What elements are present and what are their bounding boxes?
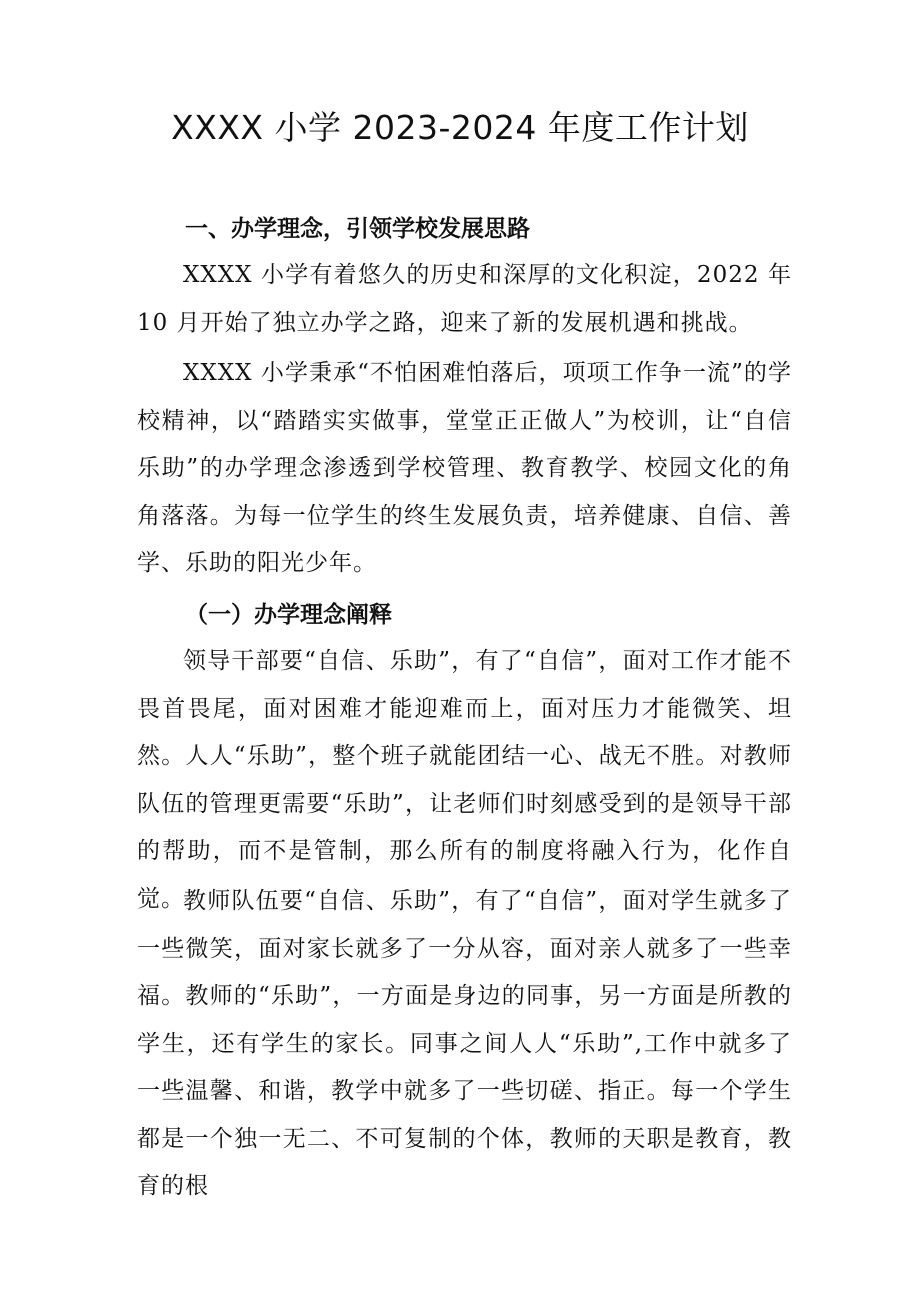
section-heading-philosophy: 一、办学理念，引领学校发展思路: [185, 216, 530, 242]
paragraph: XXXX 小学秉承“不怕困难怕落后，项项工作争一流”的学校精神，以“踏踏实实做事，堂堂正正做人”为校训，让“自信乐助”的办学理念渗透到学校管理、教育教学、校园文化的角角落落。为每一位学生的终生发展负责，培养健康、自信、善学、乐助的阳光少年。: [137, 360, 792, 576]
paragraph: 教师队伍要“自信、乐助”，有了“自信”，面对学生就多了一些微笑，面对家长就多了一分从容，面对亲人就多了一些幸福。教师的“乐助”，一方面是身边的同事，另一方面是所教的学生，还有学生的家长。同事之间人人“乐助”,工作中就多了一些温馨、和谐，教学中就多了一些切磋、指正。每一个学生都是一个独一无二、不可复制的个体，教师的天职是教育，教育的根: [137, 888, 792, 1199]
document-title: XXXX 小学 2023-2024 年度工作计划: [171, 108, 749, 147]
subsection-heading-explanation: （一）办学理念阐释: [185, 602, 392, 628]
paragraph: 领导干部要“自信、乐助”，有了“自信”，面对工作才能不畏首畏尾，面对困难才能迎难而上，面对压力才能微笑、坦然。人人“乐助”，整个班子就能团结一心、战无不胜。对教师队伍的管理更需要“乐助”，让老师们时刻感受到的是领导干部的帮助，而不是管制，那么所有的制度将融入行为，化作自觉。: [137, 648, 792, 912]
paragraph: XXXX 小学有着悠久的历史和深厚的文化积淀，2022 年 10 月开始了独立办学之路，迎来了新的发展机遇和挑战。: [137, 262, 792, 336]
